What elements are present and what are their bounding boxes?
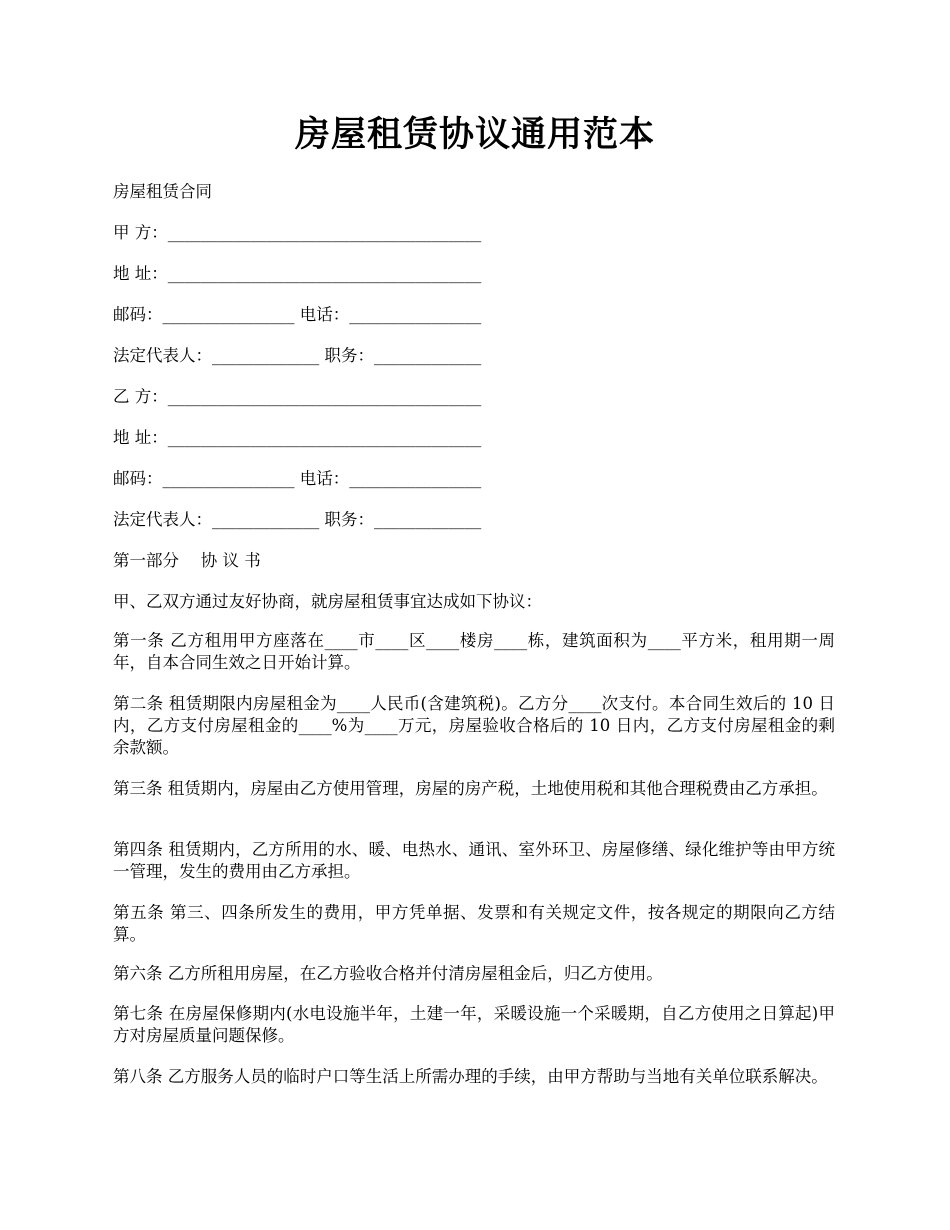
party-b-legal-rep-line: 法定代表人：_____________ 职务：_____________ bbox=[113, 510, 482, 529]
contract-subtitle: 房屋租赁合同 bbox=[113, 182, 212, 201]
party-a-postcode-phone-line: 邮码：________________ 电话：________________ bbox=[113, 305, 482, 324]
article-8: 第八条 乙方服务人员的临时户口等生活上所需办理的手续，由甲方帮助与当地有关单位联系解决。 bbox=[113, 1067, 828, 1086]
party-b-name-line: 乙 方：______________________________________ bbox=[113, 387, 482, 406]
article-4: 第四条 租赁期内，乙方所用的水、暖、电热水、通讯、室外环卫、房屋修缮、绿化维护等由甲方统一管理，发生的费用由乙方承担。 bbox=[113, 840, 835, 881]
article-6: 第六条 乙方所租用房屋，在乙方验收合格并付清房屋租金后，归乙方使用。 bbox=[113, 964, 663, 983]
party-b-postcode-phone-line: 邮码：________________ 电话：________________ bbox=[113, 469, 482, 488]
document-title: 房屋租赁协议通用范本 bbox=[294, 114, 655, 155]
part-one-heading: 第一部分 协 议 书 bbox=[113, 551, 261, 570]
party-a-address-line: 地 址：______________________________________ bbox=[113, 264, 482, 283]
party-a-legal-rep-line: 法定代表人：_____________ 职务：_____________ bbox=[113, 346, 482, 365]
article-3: 第三条 租赁期内，房屋由乙方使用管理，房屋的房产税，土地使用税和其他合理税费由乙方承担。 bbox=[113, 779, 828, 798]
agreement-intro: 甲、乙双方通过友好协商，就房屋租赁事宜达成如下协议： bbox=[113, 592, 542, 611]
party-b-address-line: 地 址：______________________________________ bbox=[113, 428, 482, 447]
article-7: 第七条 在房屋保修期内(水电设施半年，土建一年，采暖设施一个采暖期，自乙方使用之日算起)甲方对房屋质量问题保修。 bbox=[113, 1004, 835, 1045]
article-2: 第二条 租赁期限内房屋租金为____人民币(含建筑税)。乙方分____次支付。本合同生效后的 10 日内，乙方支付房屋租金的____%为____万元，房屋验收合格后的 10 日内，乙方支付房屋租金的剩余款额。 bbox=[113, 694, 835, 757]
article-1: 第一条 乙方租用甲方座落在____市____区____楼房____栋，建筑面积为____平方米，租用期一周年，自本合同生效之日开始计算。 bbox=[113, 631, 835, 672]
article-5: 第五条 第三、四条所发生的费用，甲方凭单据、发票和有关规定文件，按各规定的期限向乙方结算。 bbox=[113, 903, 835, 944]
party-a-name-line: 甲 方：______________________________________ bbox=[113, 223, 482, 242]
